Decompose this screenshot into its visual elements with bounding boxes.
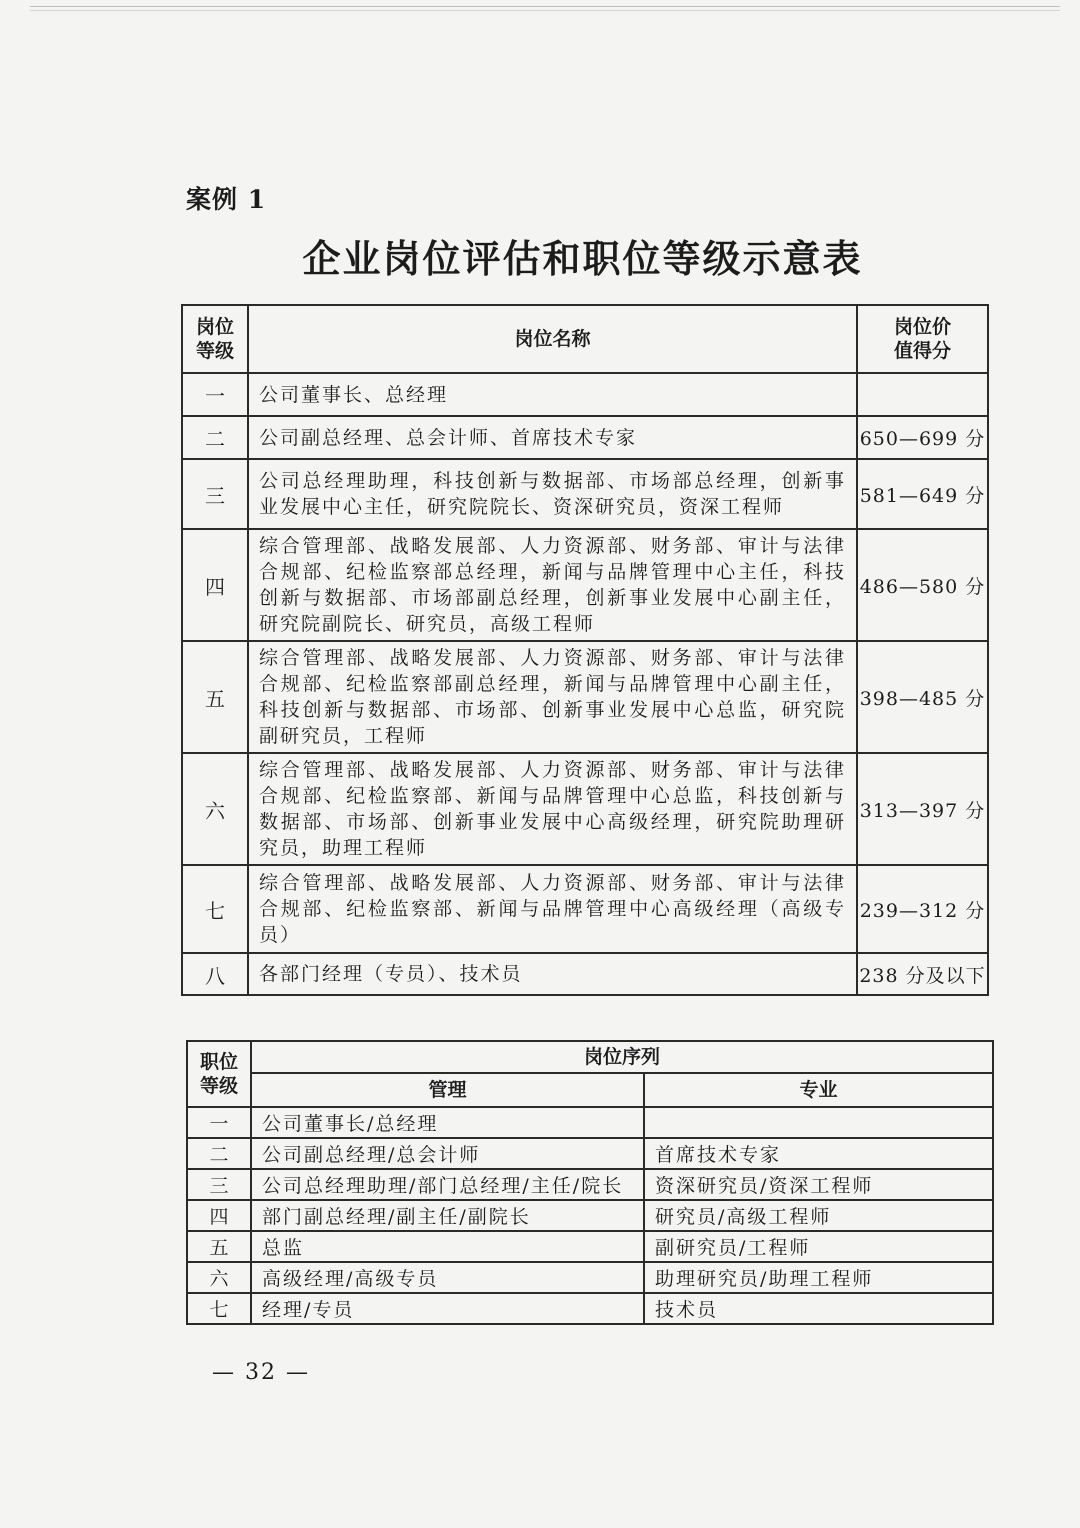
table-header-row (187, 1041, 993, 1073)
row-position-name: 综合管理部、战略发展部、人力资源部、财务部、审计与法律合规部、纪检监察部副总经理，新闻与品牌管理中心副主任，科技创新与数据部、市场部、创新事业发展中心总监，研究院副研究员，工程师 (248, 641, 857, 753)
row-position-name: 公司副总经理、总会计师、首席技术专家 (248, 416, 857, 459)
row-professional: 研究员/高级工程师 (644, 1200, 993, 1231)
row-professional: 首席技术专家 (644, 1138, 993, 1169)
case-label: 案例 1 (186, 185, 267, 214)
row-score (857, 373, 988, 416)
row-score: 239—312 分 (857, 865, 988, 953)
row-professional: 资深研究员/资深工程师 (644, 1169, 993, 1200)
header-job-level (187, 1041, 251, 1107)
table-header-row (182, 305, 988, 373)
row-management: 高级经理/高级专员 (251, 1262, 644, 1293)
table-row (182, 865, 988, 953)
row-score: 486—580 分 (857, 529, 988, 641)
row-level: 六 (182, 753, 248, 865)
row-management: 总监 (251, 1231, 644, 1262)
table-row (187, 1231, 993, 1262)
row-level: 四 (182, 529, 248, 641)
header-position-name: 岗位名称 (248, 305, 857, 373)
row-management: 经理/专员 (251, 1293, 644, 1324)
row-level: 二 (187, 1138, 251, 1169)
job-grade-sequence-table (186, 1040, 994, 1325)
header-position-level-line2: 等级 (195, 340, 234, 362)
row-level: 一 (187, 1107, 251, 1138)
row-professional (644, 1107, 993, 1138)
page-top-border (30, 6, 1060, 11)
table-row (182, 641, 988, 753)
row-score: 238 分及以下 (857, 953, 988, 995)
row-management: 公司总经理助理/部门总经理/主任/院长 (251, 1169, 644, 1200)
row-level: 三 (182, 459, 248, 529)
row-position-name: 综合管理部、战略发展部、人力资源部、财务部、审计与法律合规部、纪检监察部总经理，新闻与品牌管理中心主任，科技创新与数据部、市场部副总经理，创新事业发展中心副主任，研究院副院长、研究员，高级工程师 (248, 529, 857, 641)
row-level: 四 (187, 1200, 251, 1231)
row-level: 八 (182, 953, 248, 995)
header-position-level-line1: 岗位 (195, 316, 234, 338)
row-score: 581—649 分 (857, 459, 988, 529)
row-professional: 副研究员/工程师 (644, 1231, 993, 1262)
table-row (182, 459, 988, 529)
header-position-sequence: 岗位序列 (251, 1041, 993, 1073)
table-row (182, 953, 988, 995)
row-professional: 技术员 (644, 1293, 993, 1324)
table-row (187, 1107, 993, 1138)
row-management: 公司董事长/总经理 (251, 1107, 644, 1138)
header-job-level-line2: 等级 (199, 1075, 238, 1097)
row-professional: 助理研究员/助理工程师 (644, 1262, 993, 1293)
table-row (182, 753, 988, 865)
table-row (182, 373, 988, 416)
row-management: 部门副总经理/副主任/副院长 (251, 1200, 644, 1231)
row-position-name: 公司总经理助理，科技创新与数据部、市场部总经理，创新事业发展中心主任，研究院院长、资深研究员，资深工程师 (248, 459, 857, 529)
header-job-level-line1: 职位 (199, 1051, 238, 1073)
row-score: 313—397 分 (857, 753, 988, 865)
row-score: 398—485 分 (857, 641, 988, 753)
row-position-name: 各部门经理（专员）、技术员 (248, 953, 857, 995)
row-level: 一 (182, 373, 248, 416)
table-subheader-row (187, 1073, 993, 1107)
table-row (187, 1200, 993, 1231)
row-position-name: 综合管理部、战略发展部、人力资源部、财务部、审计与法律合规部、纪检监察部、新闻与品牌管理中心总监，科技创新与数据部、市场部、创新事业发展中心高级经理，研究院助理研究员，助理工程师 (248, 753, 857, 865)
header-professional: 专业 (644, 1073, 993, 1107)
row-level: 七 (187, 1293, 251, 1324)
header-position-score-line2: 值得分 (893, 340, 951, 362)
row-level: 三 (187, 1169, 251, 1200)
table-row (187, 1169, 993, 1200)
table-row (187, 1293, 993, 1324)
row-level: 七 (182, 865, 248, 953)
table-row (182, 529, 988, 641)
row-score: 650—699 分 (857, 416, 988, 459)
page-number: — 32 — (212, 1360, 310, 1385)
header-management: 管理 (251, 1073, 644, 1107)
row-level: 六 (187, 1262, 251, 1293)
position-evaluation-table (181, 304, 989, 996)
table-row (187, 1262, 993, 1293)
row-level: 五 (187, 1231, 251, 1262)
row-level: 二 (182, 416, 248, 459)
page-title: 企业岗位评估和职位等级示意表 (302, 236, 863, 281)
table-row (182, 416, 988, 459)
header-position-score (857, 305, 988, 373)
header-position-score-line1: 岗位价 (893, 316, 951, 338)
header-position-level (182, 305, 248, 373)
row-position-name: 公司董事长、总经理 (248, 373, 857, 416)
table-row (187, 1138, 993, 1169)
row-position-name: 综合管理部、战略发展部、人力资源部、财务部、审计与法律合规部、纪检监察部、新闻与品牌管理中心高级经理（高级专员） (248, 865, 857, 953)
row-management: 公司副总经理/总会计师 (251, 1138, 644, 1169)
row-level: 五 (182, 641, 248, 753)
